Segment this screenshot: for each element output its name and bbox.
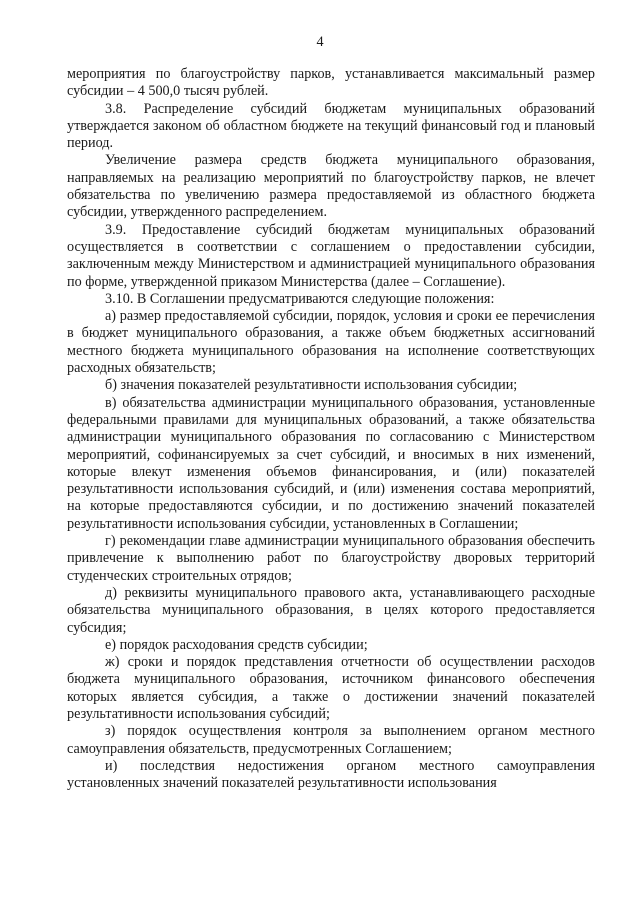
paragraph-3-8: 3.8. Распределение субсидий бюджетам муниципальных образований утверждается законом об областном бюджете на текущий финансовый год и плановый период. [67, 100, 595, 152]
list-item-d: д) реквизиты муниципального правового акта, устанавливающего расходные обязательства муниципального образования, в целях которого предоставляется субсидия; [67, 584, 595, 636]
list-item-i: и) последствия недостижения органом местного самоуправления установленных значений показателей результативности использования [67, 757, 595, 792]
list-item-a: а) размер предоставляемой субсидии, порядок, условия и сроки ее перечисления в бюджет муниципального образования, а также объем бюджетных ассигнований местного бюджета муниципального образования на исполнение соответствующих расходных обязательств; [67, 308, 595, 377]
list-item-z: з) порядок осуществления контроля за выполнением органом местного самоуправления обязательств, предусмотренных Соглашением; [67, 723, 595, 757]
list-item-v: в) обязательства администрации муниципального образования, установленные федеральными правилами для муниципальных образований, а также обязательства администрации муниципального образования по согласованию с Министерством мероприятий, софинансируемых за счет субсидий, и вносимых в них изменений, которые влекут изменения объемов финансирования, и (или) показателей результативности использования субсидий, и (или) изменения состава мероприятий, на которые предоставляются субсидии, и по достижению значений показателей результативности использования субсидии, установленных в Соглашении; [67, 394, 595, 532]
list-item-zh: ж) сроки и порядок представления отчетности об осуществлении расходов бюджета муниципального образования, источником финансового обеспечения которых является субсидия, а также о достижении значений показателей результативности использования субсидий; [67, 654, 595, 722]
paragraph-increase-funds: Увеличение размера средств бюджета муниципального образования, направляемых на реализацию мероприятий по благоустройству парков, не влечет обязательства по увеличению размера предоставляемой из областного бюджета субсидии, утвержденного распределением. [67, 152, 595, 221]
paragraph-3-9: 3.9. Предоставление субсидий бюджетам муниципальных образований осуществляется в соответствии с соглашением о предоставлении субсидии, заключенным между Министерством и администрацией муниципального образования по форме, утвержденной приказом Министерства (далее – Соглашение). [67, 221, 595, 290]
list-item-g: г) рекомендации главе администрации муниципального образования обеспечить привлечение к выполнению работ по благоустройству дворовых территорий студенческих строительных отрядов; [67, 533, 595, 584]
list-item-e: е) порядок расходования средств субсидии; [105, 636, 368, 653]
list-item-b: б) значения показателей результативности использования субсидии; [105, 377, 518, 394]
paragraph-3-10: 3.10. В Соглашении предусматриваются следующие положения: [105, 290, 495, 307]
document-body [67, 66, 595, 792]
paragraph-continuation: мероприятия по благоустройству парков, устанавливается максимальный размер субсидии – 4 500,0 тысяч рублей. [67, 66, 595, 100]
page-number: 4 [316, 34, 324, 50]
